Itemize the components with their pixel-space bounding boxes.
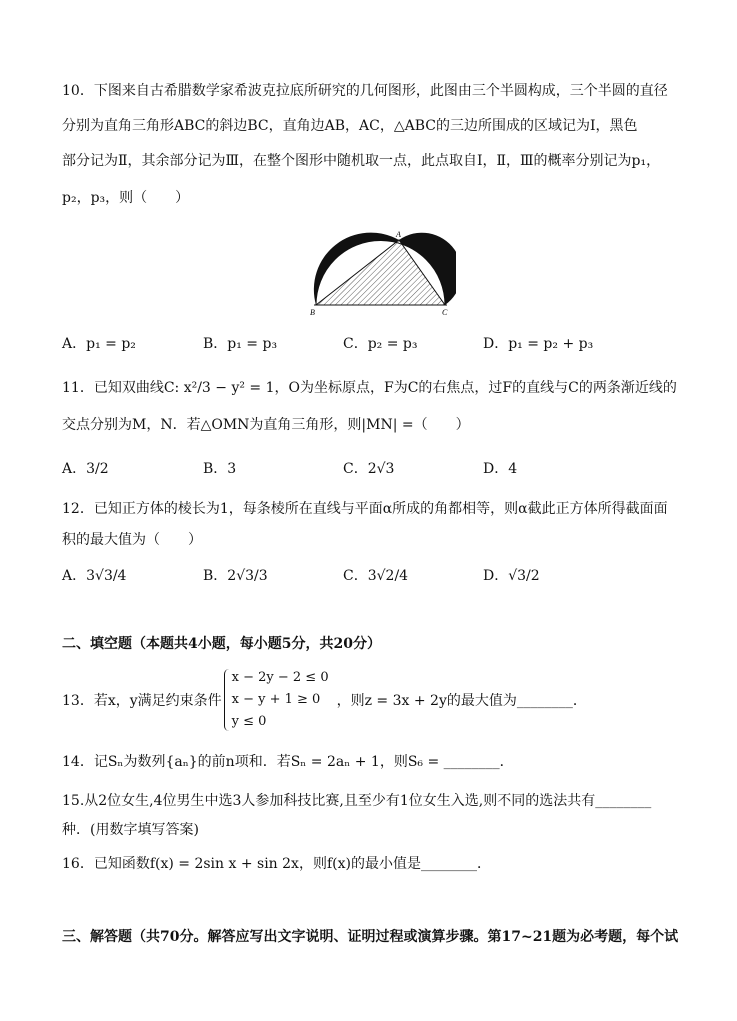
q11-option-c[interactable]: C．2√3 [343, 461, 395, 477]
q13-constraint-2: x − y + 1 ≥ 0 [231, 692, 321, 707]
q10-line-2: 分别为直角三角形ABC的斜边BC，直角边AB，AC，△ABC的三边所围成的区域记为Ⅰ，黑色 [62, 118, 638, 134]
q10-option-a[interactable]: A．p₁ = p₂ [62, 336, 136, 352]
q14-line: 14．记Sₙ为数列{aₙ}的前n项和．若Sₙ = 2aₙ + 1，则S₆ = ________． [62, 754, 514, 770]
q12-line-2: 积的最大值为（ ） [62, 532, 202, 548]
q15-line-2: 种．(用数字填写答案) [62, 822, 199, 838]
q12-line-1: 12．已知正方体的棱长为1，每条棱所在直线与平面α所成的角都相等，则α截此正方体所得截面面 [62, 501, 668, 517]
q12-option-a[interactable]: A．3√3/4 [62, 568, 127, 584]
q11-option-d[interactable]: D．4 [483, 461, 518, 477]
q10-option-b[interactable]: B．p₁ = p₃ [203, 336, 278, 352]
q16-line: 16．已知函数f(x) = 2sin x + sin 2x，则f(x)的最小值是________． [62, 856, 491, 872]
q10-option-c[interactable]: C．p₂ = p₃ [343, 336, 418, 352]
q10-option-d[interactable]: D．p₁ = p₂ + p₃ [483, 336, 594, 352]
q10-line-1: 10．下图来自古希腊数学家希波克拉底所研究的几何图形，此图由三个半圆构成，三个半圆的直径 [62, 83, 668, 99]
label-b: B [310, 308, 315, 315]
q13-line [62, 667, 587, 733]
q12-option-d[interactable]: D．√3/2 [483, 568, 540, 584]
label-a: A [396, 230, 401, 239]
q12-option-b[interactable]: B．2√3/3 [203, 568, 268, 584]
section-2-title: 二、填空题（本题共4小题，每小题5分，共20分） [62, 636, 381, 652]
q11-line-2: 交点分别为M，N．若△OMN为直角三角形，则|MN| =（ ） [62, 417, 470, 433]
q15-line-1: 15.从2位女生,4位男生中选3人参加科技比赛,且至少有1位女生入选,则不同的选法共有________ [62, 793, 652, 809]
q10-line-4: p₂，p₃，则（ ） [62, 190, 190, 206]
q13-constraint-1: x − 2y − 2 ≤ 0 [231, 670, 329, 685]
q13-constraint-3: y ≤ 0 [231, 714, 267, 729]
q13-suffix: ，则z = 3x + 2y的最大值为________． [336, 693, 587, 709]
section-3-title: 三、解答题（共70分。解答应写出文字说明、证明过程或演算步骤。第17~21题为必考题，每个试 [62, 929, 679, 945]
q13-constraint-system [222, 667, 329, 733]
q13-prefix: 13．若x，y满足约束条件 [62, 693, 222, 709]
label-c: C [442, 308, 448, 315]
q11-option-b[interactable]: B．3 [203, 461, 237, 477]
q11-line-1: 11．已知双曲线C: x²/3 − y² = 1，O为坐标原点，F为C的右焦点，过F的直线与C的两条渐近线的 [62, 380, 677, 396]
q10-line-3: 部分记为Ⅱ，其余部分记为Ⅲ，在整个图形中随机取一点，此点取自Ⅰ，Ⅱ，Ⅲ的概率分别记为p₁， [62, 153, 661, 169]
q11-option-a[interactable]: A．3/2 [62, 461, 109, 477]
hippocrates-lunes-figure [296, 225, 456, 315]
q12-option-c[interactable]: C．3√2/4 [343, 568, 409, 584]
